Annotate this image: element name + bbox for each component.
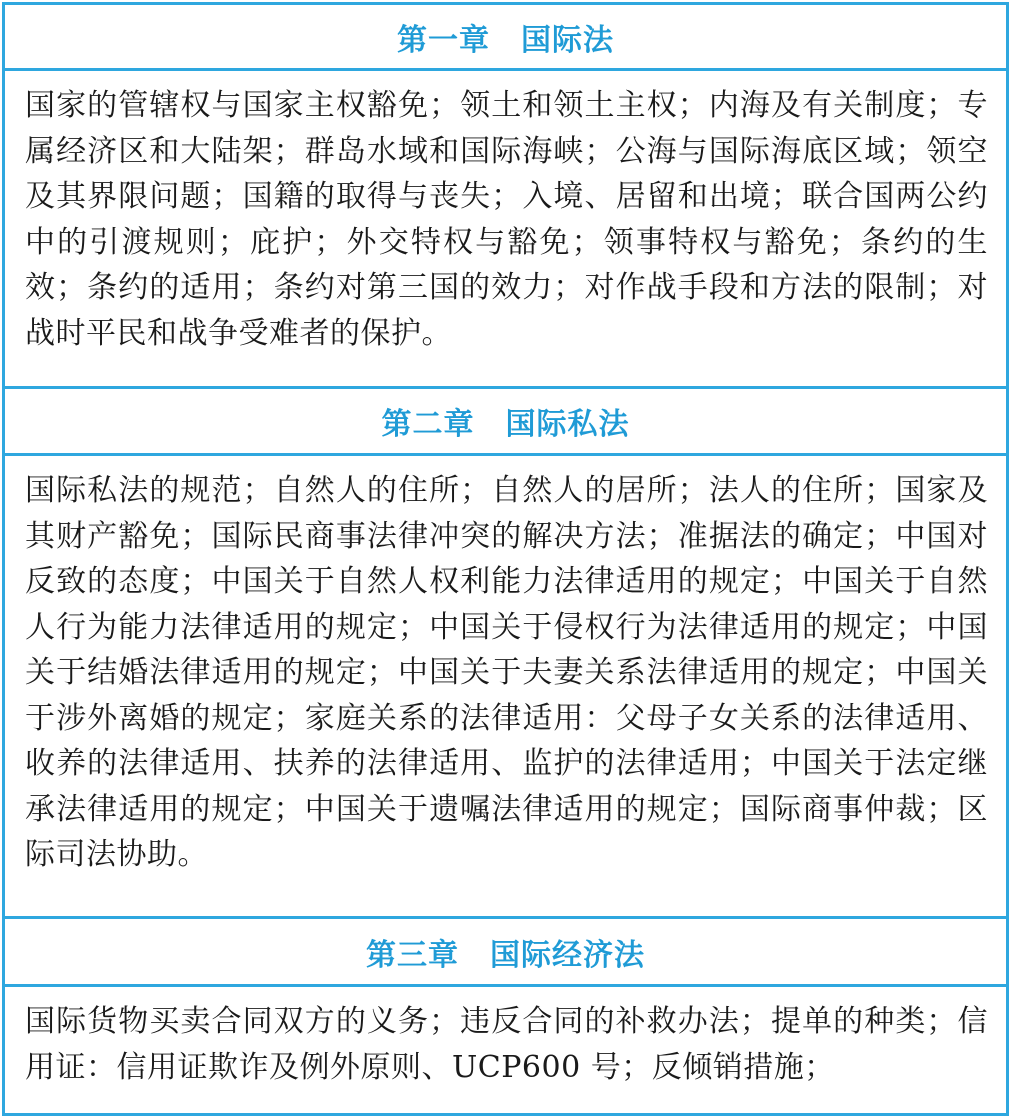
chapter-3-body: 国际货物买卖合同双方的义务；违反合同的补救办法；提单的种类；信用证：信用证欺诈及例外原则、UCP600 号；反倾销措施； (25, 1004, 988, 1085)
chapter-2-title: 第二章 国际私法 (5, 389, 1006, 456)
chapter-3-title: 第三章 国际经济法 (5, 919, 1006, 987)
chapter-1-title: 第一章 国际法 (5, 5, 1006, 71)
chapter-2-body: 国际私法的规范；自然人的住所；自然人的居所；法人的住所；国家及其财产豁免；国际民商事法律冲突的解决方法；准据法的确定；中国对反致的态度；中国关于自然人权利能力法律适用的规定；中国关于自然人行为能力法律适用的规定；中国关于侵权行为法律适用的规定；中国关于结婚法律适用的规定；中国关于夫妻关系法律适用的规定；中国关于涉外离婚的规定；家庭关系的法律适用：父母子女关系的法律适用、收养的法律适用、扶养的法律适用、监护的法律适用；中国关于法定继承法律适用的规定；中国关于遗嘱法律适用的规定；国际商事仲裁；区际司法协助。 (5, 456, 1006, 919)
chapter-1-body: 国家的管辖权与国家主权豁免；领土和领土主权；内海及有关制度；专属经济区和大陆架；群岛水域和国际海峡；公海与国际海底区域；领空及其界限问题；国籍的取得与丧失；入境、居留和出境；联合国两公约中的引渡规则；庇护；外交特权与豁免；领事特权与豁免；条约的生效；条约的适用；条约对第三国的效力；对作战手段和方法的限制；对战时平民和战争受难者的保护。 (5, 71, 1006, 389)
syllabus-table (2, 2, 1009, 1116)
